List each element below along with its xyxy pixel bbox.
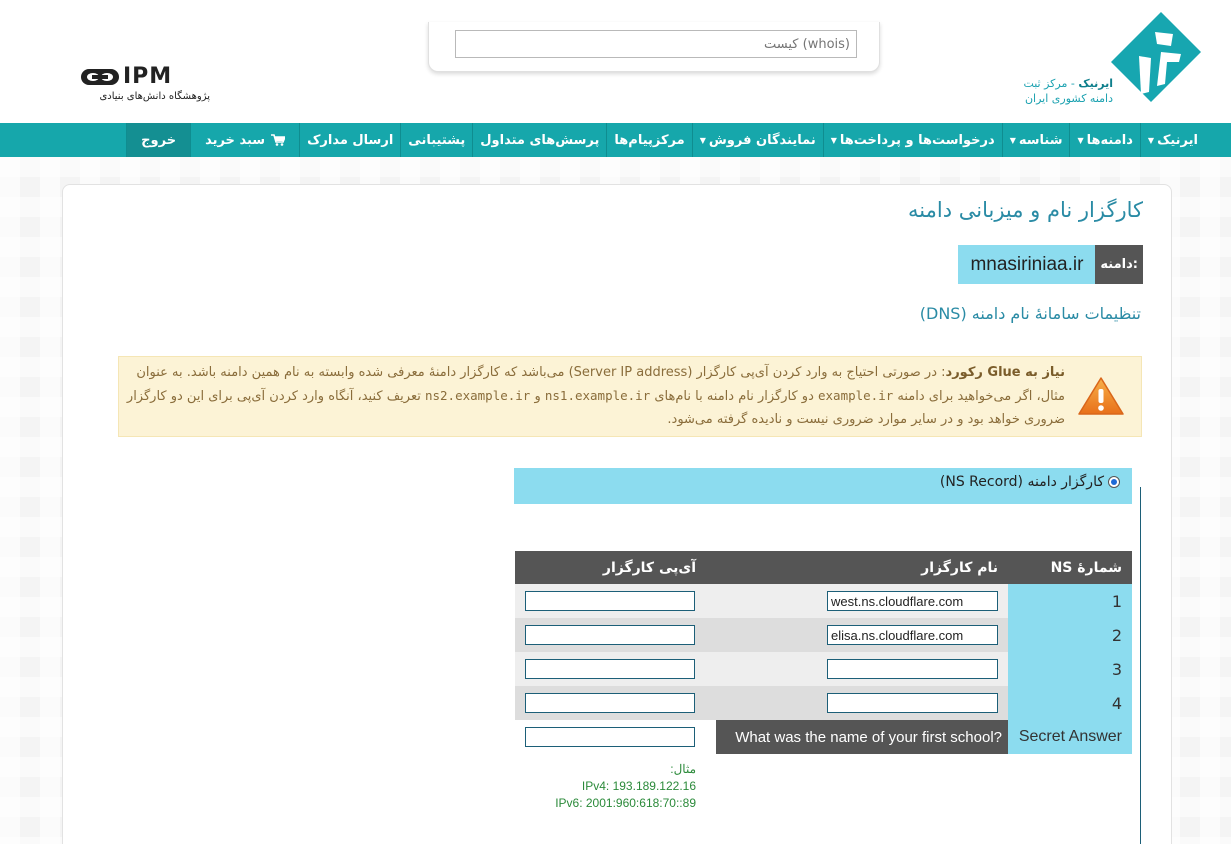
- whois-search-input[interactable]: [455, 30, 857, 58]
- nav-item-support[interactable]: [400, 123, 472, 157]
- ns-record-radio[interactable]: [1108, 476, 1120, 488]
- dns-settings-heading: تنظیمات سامانهٔ نام دامنه (DNS): [919, 304, 1141, 323]
- secret-answer-cell: [515, 720, 706, 754]
- domain-display: [958, 245, 1143, 284]
- whois-search-box: [428, 22, 880, 72]
- nav-item-cart[interactable]: [190, 123, 299, 157]
- exit-label: خروج: [141, 132, 177, 148]
- nav-item-requests-payments[interactable]: [823, 123, 1002, 157]
- alert-text-4: تعریف کنید، آنگاه وارد کردن آی‌پی برای این دو کارگزار ضروری خواهد بود و در سایر موارد ضروری نیست و نادیده گرفته می‌شود.: [126, 389, 1065, 427]
- cart-label: سبد خرید: [205, 132, 266, 148]
- nav-item-send-documents[interactable]: [299, 123, 400, 157]
- ns-number: 1: [1008, 584, 1132, 618]
- ip-cell: [515, 652, 706, 686]
- alert-code-3: ns2.example.ir: [424, 388, 531, 403]
- example-title: مثال:: [670, 762, 696, 776]
- secret-answer-row: [515, 720, 1132, 754]
- secret-question: What was the name of your first school?: [716, 720, 1008, 754]
- nav-label: نمایندگان فروش: [708, 132, 816, 148]
- secret-question-cell: [706, 720, 1008, 754]
- alert-bold: نیاز به Glue رکورد: [945, 365, 1065, 380]
- ns-ip-input-4[interactable]: [525, 693, 695, 713]
- ns-number: 4: [1008, 686, 1132, 720]
- nav-item-message-center[interactable]: [606, 123, 691, 157]
- nav-item-domains[interactable]: [1069, 123, 1139, 157]
- ns-name-input-3[interactable]: [827, 659, 998, 679]
- irnic-logo[interactable]: [1001, 12, 1201, 112]
- ipm-logo[interactable]: [80, 64, 210, 102]
- example-ipv6: IPv6: 2001:960:618:70::89: [555, 796, 696, 810]
- ip-example: [540, 761, 696, 812]
- site-header: [0, 0, 1231, 123]
- nav-item-resellers[interactable]: [692, 123, 823, 157]
- nav-label: پرسش‌های متداول: [480, 132, 600, 148]
- ipm-logo-icon: [80, 66, 120, 88]
- irnic-logo-text: [1023, 76, 1113, 106]
- domain-value: mnasiriniaa.ir: [958, 245, 1095, 284]
- nav-label: ارسال مدارک: [307, 132, 394, 148]
- main-navbar: [0, 123, 1231, 157]
- alert-code-1: example.ir: [818, 388, 894, 403]
- irnic-brand: ایرنیک: [1078, 77, 1113, 90]
- irnic-logo-icon: [1111, 12, 1201, 108]
- table-row: [515, 686, 1132, 720]
- ns-table-header: [515, 551, 1132, 584]
- alert-code-2: ns1.example.ir: [544, 388, 651, 403]
- table-row: [515, 652, 1132, 686]
- caret-down-icon: ▼: [830, 135, 837, 145]
- irnic-line1: - مرکز ثبت: [1023, 77, 1079, 90]
- nav-label: پشتیبانی: [408, 132, 466, 148]
- col-num-header: شمارهٔ NS: [1008, 551, 1132, 584]
- ip-cell: [515, 618, 706, 652]
- warning-icon: [1078, 376, 1124, 416]
- nav-label: ایرنیک: [1157, 132, 1198, 148]
- ipm-logo-text: IPM: [123, 64, 173, 89]
- table-row: [515, 584, 1132, 618]
- cart-icon: [271, 134, 285, 146]
- ns-table: [515, 551, 1132, 754]
- ipm-logo-subtitle: پژوهشگاه دانش‌های بنیادی: [99, 91, 210, 102]
- col-name-header: نام کارگزار: [706, 551, 1008, 584]
- col-ip-header: آی‌پی کارگزار: [515, 551, 706, 584]
- ns-name-input-2[interactable]: [827, 625, 998, 645]
- ip-cell: [515, 584, 706, 618]
- nav-label: شناسه: [1018, 132, 1063, 148]
- ns-record-radio-group[interactable]: [940, 474, 1120, 490]
- nav-item-faq[interactable]: [472, 123, 606, 157]
- nav-label: درخواست‌ها و پرداخت‌ها: [839, 132, 995, 148]
- alert-text-2: دو کارگزار نام دامنه با نام‌های: [650, 389, 818, 404]
- section-divider: [1140, 487, 1141, 844]
- ns-ip-input-1[interactable]: [525, 591, 695, 611]
- table-row: [515, 618, 1132, 652]
- caret-down-icon: ▼: [699, 135, 706, 145]
- secret-answer-input[interactable]: [525, 727, 695, 747]
- nav-item-exit[interactable]: [126, 123, 190, 157]
- ip-cell: [515, 686, 706, 720]
- alert-text: [125, 361, 1065, 431]
- ns-ip-input-3[interactable]: [525, 659, 695, 679]
- ns-name-input-1[interactable]: [827, 591, 998, 611]
- alert-text-3: و: [530, 389, 545, 404]
- ns-name-input-4[interactable]: [827, 693, 998, 713]
- secret-answer-label: Secret Answer: [1008, 720, 1132, 754]
- nav-label: مرکزپیام‌ها: [614, 132, 685, 148]
- caret-down-icon: ▼: [1077, 135, 1084, 145]
- alert-text-1: : در صورتی احتیاج به وارد کردن آی‌پی کارگزار (Server IP address) می‌باشد که کارگزار دامنهٔ معرفی شده وابسته به نام همین دامنه باشد. به عنوان مثال، اگر می‌خواهید برای دامنه: [136, 365, 1065, 404]
- name-cell: [706, 618, 1008, 652]
- nav-item-handle[interactable]: [1002, 123, 1070, 157]
- irnic-line2: دامنه کشوری ایران: [1024, 92, 1113, 105]
- ns-record-header: [514, 468, 1132, 504]
- name-cell: [706, 584, 1008, 618]
- caret-down-icon: ▼: [1009, 135, 1016, 145]
- nav-item-irnic[interactable]: [1140, 123, 1205, 157]
- page-title: کارگزار نام و میزبانی دامنه: [908, 198, 1143, 222]
- domain-label: دامنه:: [1095, 245, 1143, 284]
- name-cell: [706, 686, 1008, 720]
- ns-number: 3: [1008, 652, 1132, 686]
- caret-down-icon: ▼: [1147, 135, 1155, 145]
- ns-ip-input-2[interactable]: [525, 625, 695, 645]
- ns-record-radio-label: کارگزار دامنه (NS Record): [939, 474, 1104, 490]
- glue-record-alert: [118, 356, 1142, 437]
- example-ipv4: IPv4: 193.189.122.16: [581, 779, 696, 793]
- name-cell: [706, 652, 1008, 686]
- nav-label: دامنه‌ها: [1086, 132, 1133, 148]
- ns-number: 2: [1008, 618, 1132, 652]
